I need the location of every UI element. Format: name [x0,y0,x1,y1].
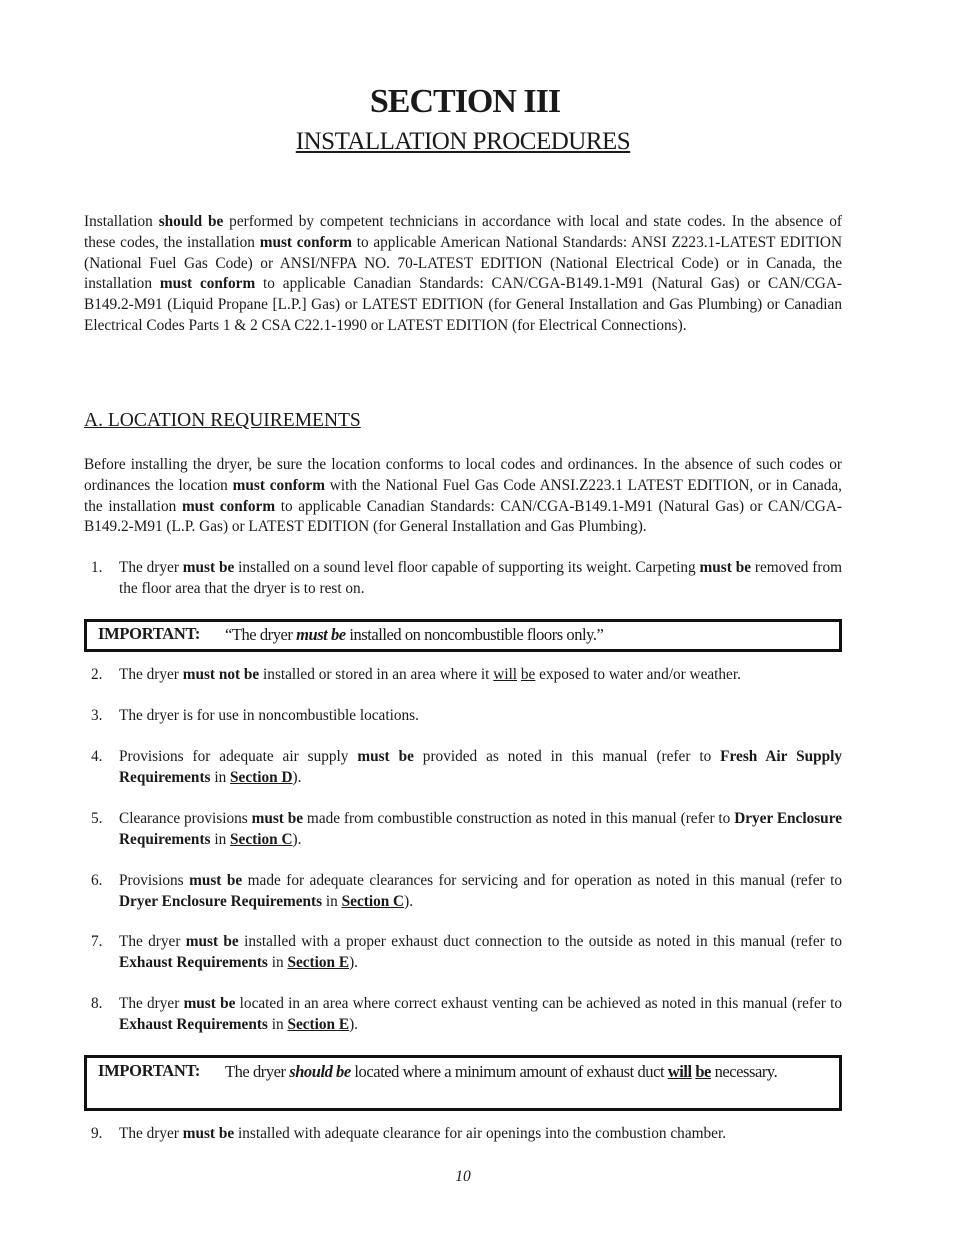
important-text: “The dryer must be installed on noncombustible floors only.” [225,625,604,644]
important-label: IMPORTANT: [98,1061,201,1080]
section-reference: Section C [230,830,293,848]
item-number: 7. [91,933,103,950]
item-text: The dryer must be installed on a sound level floor capable of supporting its weight. Carpeting must be removed from the floor area that the dryer is to rest on. [119,559,842,597]
section-title: SECTION III [369,83,561,120]
list-item [84,747,842,789]
important-notice-floors [84,619,842,652]
item-number: 2. [91,666,103,683]
list-item [84,1124,842,1145]
item-number: 4. [91,748,103,765]
item-number: 8. [91,995,103,1012]
list-item [84,994,842,1036]
list-item [84,871,842,913]
section-reference: Section E [287,953,350,971]
page-number: 10 [455,1168,471,1185]
item-text: Provisions must be made for adequate clearances for servicing and for operation as noted in this manual (refer to Dryer Enclosure Requirements in Section C). [119,872,842,910]
section-subtitle: INSTALLATION PROCEDURES [295,128,631,155]
item-number: 1. [91,559,103,576]
item-text: The dryer must be located in an area where correct exhaust venting can be achieved as noted in this manual (refer to Exhaust Requirements in Section E). [119,995,842,1033]
item-text: Clearance provisions must be made from combustible construction as noted in this manual (refer to Dryer Enclosure Requirements in Section C). [119,810,842,848]
list-item [84,665,842,686]
item-text: The dryer is for use in noncombustible locations. [119,707,419,724]
item-number: 3. [91,707,103,724]
important-notice-exhaust [84,1055,842,1111]
item-text: The dryer must not be installed or stored in an area where it will be exposed to water and/or weather. [119,666,741,683]
location-paragraph: Before installing the dryer, be sure the location conforms to local codes and ordinances. In the absence of such codes or ordinances the location must conform with the National Fuel Gas Code ANSI.Z223.1 LATEST EDITION, or in Canada, the installation must conform to applicable Canadian Standards: CAN/CGA-B149.1-M91 (Natural Gas) or CAN/CGA-B149.2-M91 (L.P. Gas) or LATEST EDITION (for General Installation and Gas Plumbing). [84,456,843,536]
list-item [84,558,842,600]
section-reference: Section C [341,892,405,910]
item-number: 5. [91,810,103,827]
item-text: The dryer must be installed with a proper exhaust duct connection to the outside as noted in this manual (refer to Exhaust Requirements in Section E). [119,933,842,971]
item-number: 6. [91,872,103,889]
section-reference: Section E [287,1015,350,1033]
item-text: Provisions for adequate air supply must be provided as noted in this manual (refer to Fresh Air Supply Requirements in Section D). [119,748,843,786]
list-item [84,706,842,727]
section-reference: Section D [230,768,293,786]
list-item [84,932,842,974]
item-number: 9. [91,1125,103,1142]
list-item [84,809,842,851]
important-label: IMPORTANT: [98,624,201,643]
intro-paragraph: Installation should be performed by competent technicians in accordance with local and state codes. In the absence of these codes, the installation must conform to applicable American National Standards: ANSI Z223.1-LATEST EDITION (National Fuel Gas Code) or ANSI/NFPA NO. 70-LATEST EDITION (National Electrical Code) or in Canada, the installation must conform to applicable Canadian Standards: CAN/CGA-B149.1-M91 (Natural Gas) or CAN/CGA-B149.2-M91 (Liquid Propane [L.P.] Gas) or LATEST EDITION (for General Installation and Gas Plumbing) or Canadian Electrical Codes Parts 1 & 2 CSA C22.1-1990 or LATEST EDITION (for Electrical Connections). [84,213,843,334]
location-requirements-heading: A. LOCATION REQUIREMENTS [84,410,361,431]
item-text: The dryer must be installed with adequate clearance for air openings into the combustion chamber. [119,1125,727,1142]
important-text: The dryer should be located where a minimum amount of exhaust duct will be necessary. [225,1062,778,1081]
